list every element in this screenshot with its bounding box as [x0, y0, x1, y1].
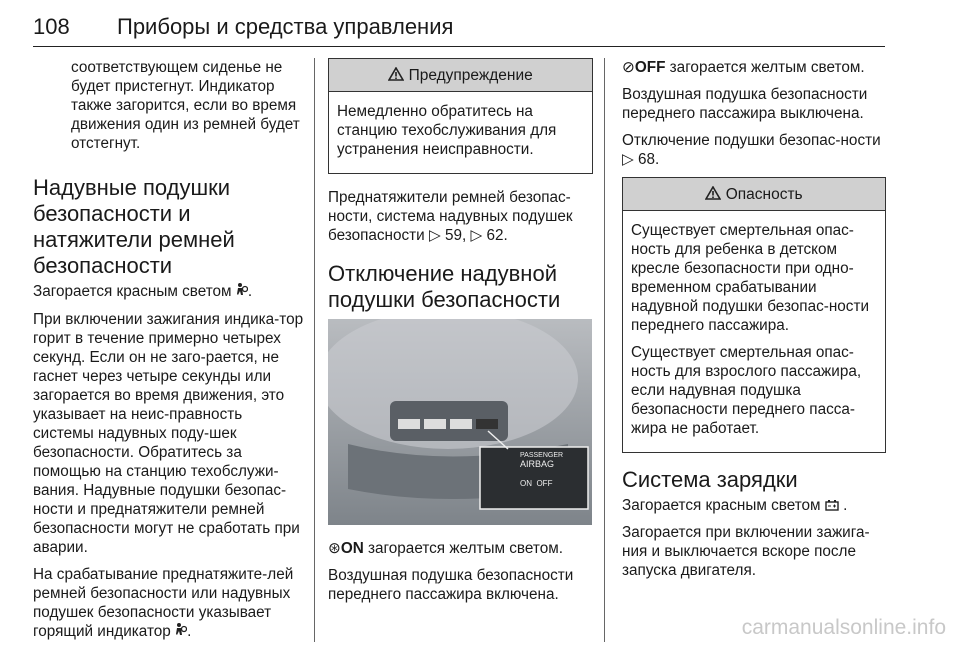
paragraph: Загорается красным светом .	[33, 283, 253, 300]
danger-box	[622, 177, 886, 453]
warning-header: Предупреждение	[329, 59, 592, 92]
section-heading-charging: Система зарядки	[622, 467, 798, 492]
arrow-ref-icon: ▷	[428, 227, 441, 244]
airbag-on-icon: ⊛	[328, 540, 341, 557]
battery-icon	[825, 497, 843, 514]
danger-text: Существует смертельная опас-ность для ребенка в детском кресле безопасности при одно-временном срабатывании надувной подушки безопас-ности переднего пассажира.	[631, 222, 869, 334]
paragraph: Загорается красным светом .	[622, 497, 848, 514]
watermark: carmanualsonline.info	[741, 616, 946, 639]
danger-header: Опасность	[623, 178, 885, 211]
paragraph: Преднатяжители ремней безопас-ности, система надувных подушек безопасности ▷ 59, ▷ 62.	[328, 189, 573, 244]
page-number: 108	[33, 14, 70, 39]
airbag-switch-photo	[328, 319, 592, 525]
section-heading-airbags: Надувные подушки безопасности и натяжители ремней безопасности	[33, 175, 235, 278]
warning-triangle-icon	[705, 186, 725, 203]
warning-triangle-icon	[388, 67, 408, 84]
arrow-ref-icon: ▷	[622, 151, 634, 168]
column-2	[313, 58, 593, 612]
paragraph: ⊘OFF загорается желтым светом.	[622, 59, 865, 76]
paragraph: ⊛ON загорается желтым светом.	[328, 540, 563, 557]
photo-inset-labels: PASSENGER AIRBAG ON OFF	[520, 452, 564, 488]
column-divider	[604, 58, 605, 642]
warning-box	[328, 58, 593, 174]
danger-text: Существует смертельная опас-ность для взрослого пассажира, если надувная подушка безопасности переднего пасса-жира не работает.	[631, 344, 862, 437]
intro-paragraph: соответствующем сиденье не будет пристегнут. Индикатор также загорится, если во время движения один из ремней будет отстегнут.	[71, 59, 300, 152]
warning-text: Немедленно обратитесь на станцию техобслуживания для устранения неисправности.	[337, 103, 557, 158]
paragraph: На срабатывание преднатяжите-лей ремней безопасности или надувных подушек безопасности указывает горящий индикатор .	[33, 566, 294, 640]
paragraph: Отключение подушки безопас-ности ▷ 68.	[622, 132, 881, 168]
paragraph: Воздушная подушка безопасности переднего пассажира включена.	[328, 567, 574, 603]
airbag-icon	[236, 282, 248, 302]
paragraph: Загорается при включении зажига-ния и выключается вскоре после запуска двигателя.	[622, 524, 870, 579]
column-3	[622, 58, 886, 588]
paragraph: Воздушная подушка безопасности переднего пассажира выключена.	[622, 86, 868, 122]
airbag-icon	[175, 622, 187, 642]
column-1	[33, 58, 305, 650]
paragraph: При включении зажигания индика-тор горит в течение примерно четырех секунд. Если он не заго-рается, не гаснет через четыре секунды или загорается во время движения, это указывает на неис-правность системы надувных поду-шек безопасности. Обратитесь за помощью на станцию техобслужи-вания. Надувные подушки безопас-ности и преднатяжители ремней безопасности могут не сработать при аварии.	[33, 311, 304, 556]
page-header	[33, 6, 885, 47]
airbag-off-icon: ⊘	[622, 59, 635, 76]
chapter-title: Приборы и средства управления	[117, 14, 454, 39]
arrow-ref-icon: ▷	[470, 227, 483, 244]
section-heading-disable: Отключение надувной подушки безопасности	[328, 261, 561, 312]
